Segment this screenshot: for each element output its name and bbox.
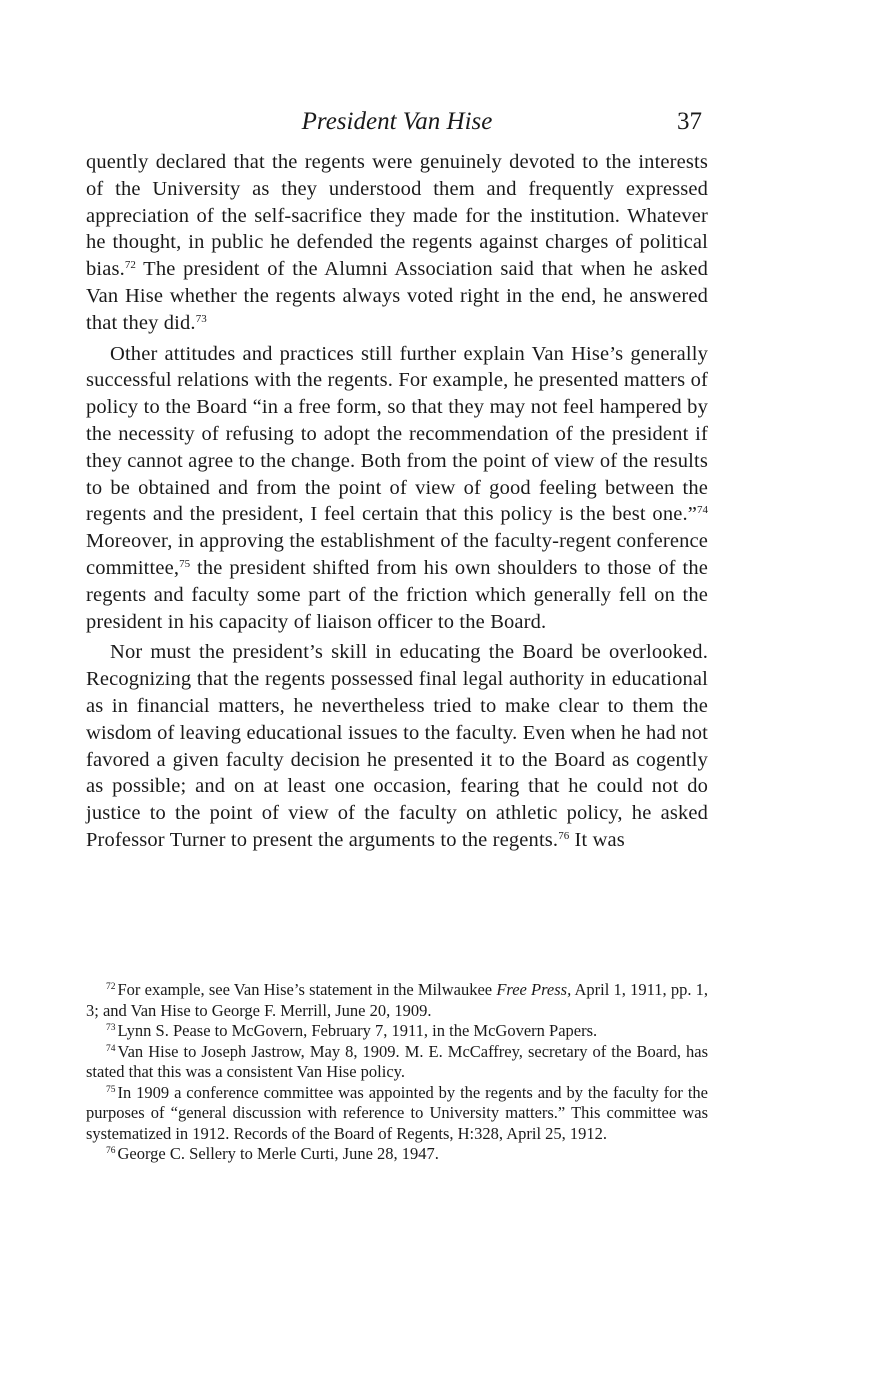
page-number: 37 — [677, 108, 702, 135]
page-header — [86, 108, 708, 144]
footnote-ref: 75 — [179, 557, 191, 570]
footnote-mark: 76 — [106, 1146, 116, 1156]
paragraph: quently declared that the regents were genuinely devoted to the interests of the University as they understood them and frequently expressed appreciation of the self-sacrifice they made for the institution. Whatever he thought, in public he defended the regents against charges of political bias.$^{72}$ The president of the Alumni Association said that when he asked Van Hise whether the regents always voted right in the end, he answered that they did.$^{73}$ — [86, 151, 708, 334]
footnote-ref: 72 — [124, 259, 136, 272]
main-text — [86, 149, 708, 854]
paragraph: Other attitudes and practices still further explain Van Hise’s generally successful relations with the regents. For example, he presented matters of policy to the Board “in a free form, so that they may not feel hampered by the necessity of refusing to adopt the recommendation of the president if they cannot agree to the change. Both from the point of view of the results to be obtained and from the point of view of good feeling between the regents and the president, I feel certain that this policy is the best one.”$^{74}$ Moreover, in approving the establishment of the faculty-regent conference committee,$^{75}$ the president shifted from his own shoulders to those of the regents and faculty some part of the friction which generally fell on the president in his capacity of liaison officer to the Board. — [86, 342, 708, 633]
footnote: $^{72}$ For example, see Van Hise’s statement in the Milwaukee Free Press, April 1, 1911, pp. 1, 3; and Van Hise to George F. Merrill, June 20, 1909. — [86, 980, 709, 1020]
footnote-ref: 74 — [697, 504, 708, 517]
footnote: $^{74}$ Van Hise to Joseph Jastrow, May 8, 1909. M. E. McCaffrey, secretary of the Board, has stated that this was a consistent Van Hise policy. — [86, 1041, 708, 1081]
footnote-ref: 73 — [195, 312, 207, 325]
running-head: President Van Hise — [301, 108, 493, 135]
footnote-mark: 74 — [106, 1043, 116, 1054]
footnote-mark: 72 — [106, 982, 116, 992]
footnotes — [86, 980, 708, 1165]
footnote: $^{76}$ George C. Sellery to Merle Curti, June 28, 1947. — [106, 1144, 439, 1163]
paragraph: Nor must the president’s skill in educating the Board be overlooked. Recognizing that the regents possessed final legal authority in educational as in financial matters, he nevertheless tried to make clear to them the wisdom of leaving educational issues to the faculty. Even when he had not favored a given faculty decision he presented it to the Board as cogently as possible; and on at least one occasion, fearing that he could not do justice to the point of view of the faculty on athletic policy, he asked Professor Turner to present the arguments to the regents.$^{76}$ It was — [86, 641, 708, 851]
footnote: $^{73}$ Lynn S. Pease to McGovern, February 7, 1911, in the McGovern Papers. — [106, 1021, 598, 1040]
footnote-mark: 73 — [106, 1023, 116, 1033]
footnote: $^{75}$ In 1909 a conference committee was appointed by the regents and by the faculty for the purposes of “general discussion with reference to University matters.” This committee was systematized in 1912. Records of the Board of Regents, H:328, April 25, 1912. — [86, 1082, 708, 1143]
footnote-mark: 75 — [106, 1084, 116, 1095]
footnote-ref: 76 — [558, 829, 570, 842]
